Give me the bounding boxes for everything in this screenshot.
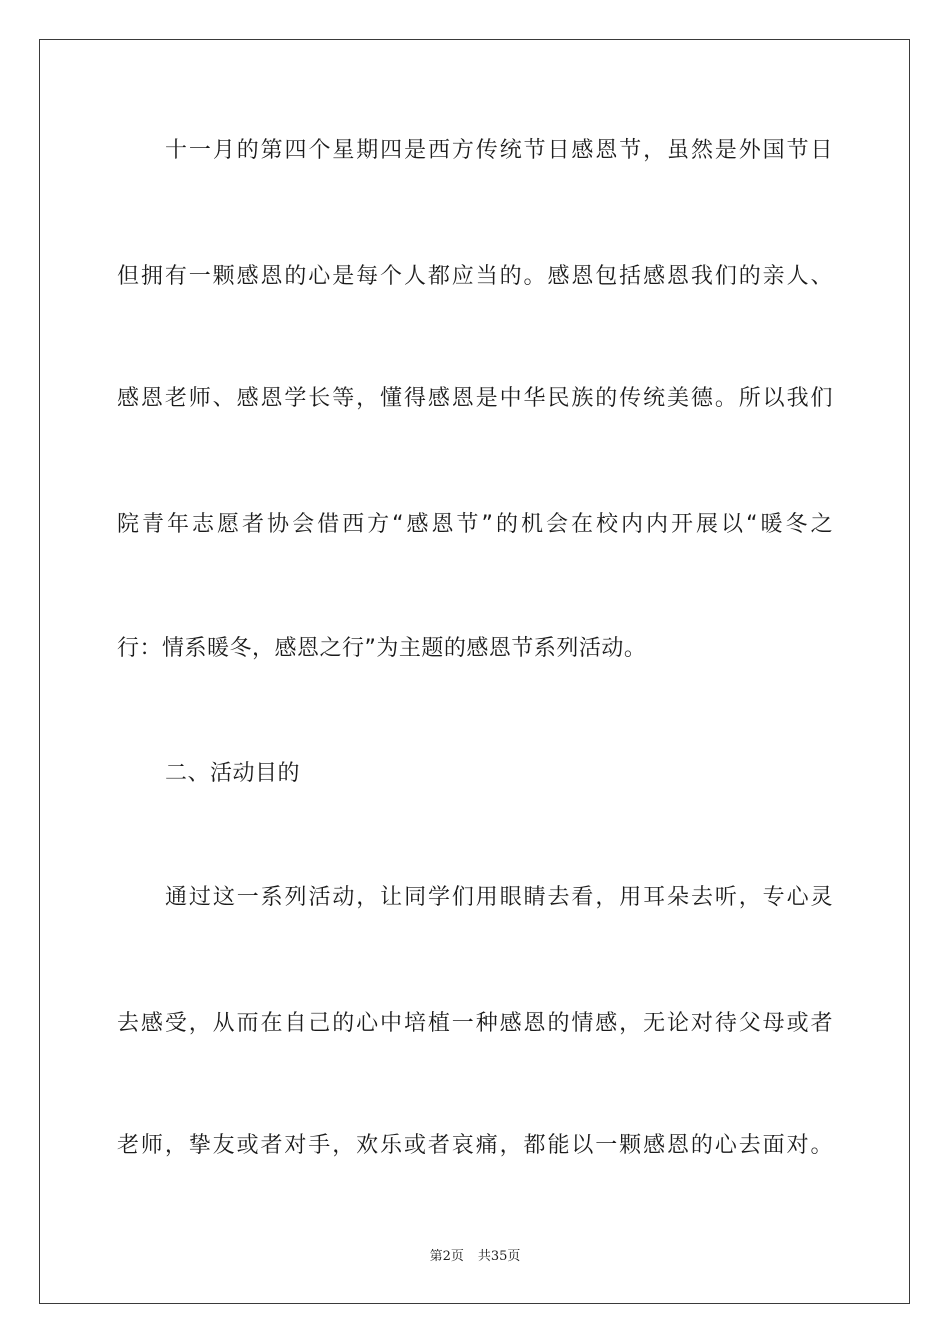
- paragraph-line: 院青年志愿者协会借西方“感恩节”的机会在校内内开展以“暖冬之: [117, 512, 833, 537]
- paragraph-line: 去感受，从而在自己的心中培植一种感恩的情感，无论对待父母或者: [117, 1011, 833, 1036]
- section-heading: 二、活动目的: [165, 761, 301, 786]
- paragraph-line: 十一月的第四个星期四是西方传统节日感恩节，虽然是外国节日: [165, 138, 833, 163]
- paragraph-line: 感恩老师、感恩学长等，懂得感恩是中华民族的传统美德。所以我们: [117, 386, 833, 411]
- page-footer: [0, 1248, 950, 1266]
- page-border: [39, 39, 910, 1304]
- paragraph-line: 通过这一系列活动，让同学们用眼睛去看，用耳朵去听，专心灵: [165, 885, 833, 910]
- page-total: 共35页: [477, 1249, 521, 1264]
- paragraph-line: 但拥有一颗感恩的心是每个人都应当的。感恩包括感恩我们的亲人、: [117, 264, 833, 289]
- paragraph-line: 行：情系暖冬，感恩之行”为主题的感恩节系列活动。: [117, 636, 647, 661]
- page-number: 第2页: [429, 1249, 464, 1264]
- paragraph-line: 老师，挚友或者对手，欢乐或者哀痛，都能以一颗感恩的心去面对。: [117, 1133, 833, 1158]
